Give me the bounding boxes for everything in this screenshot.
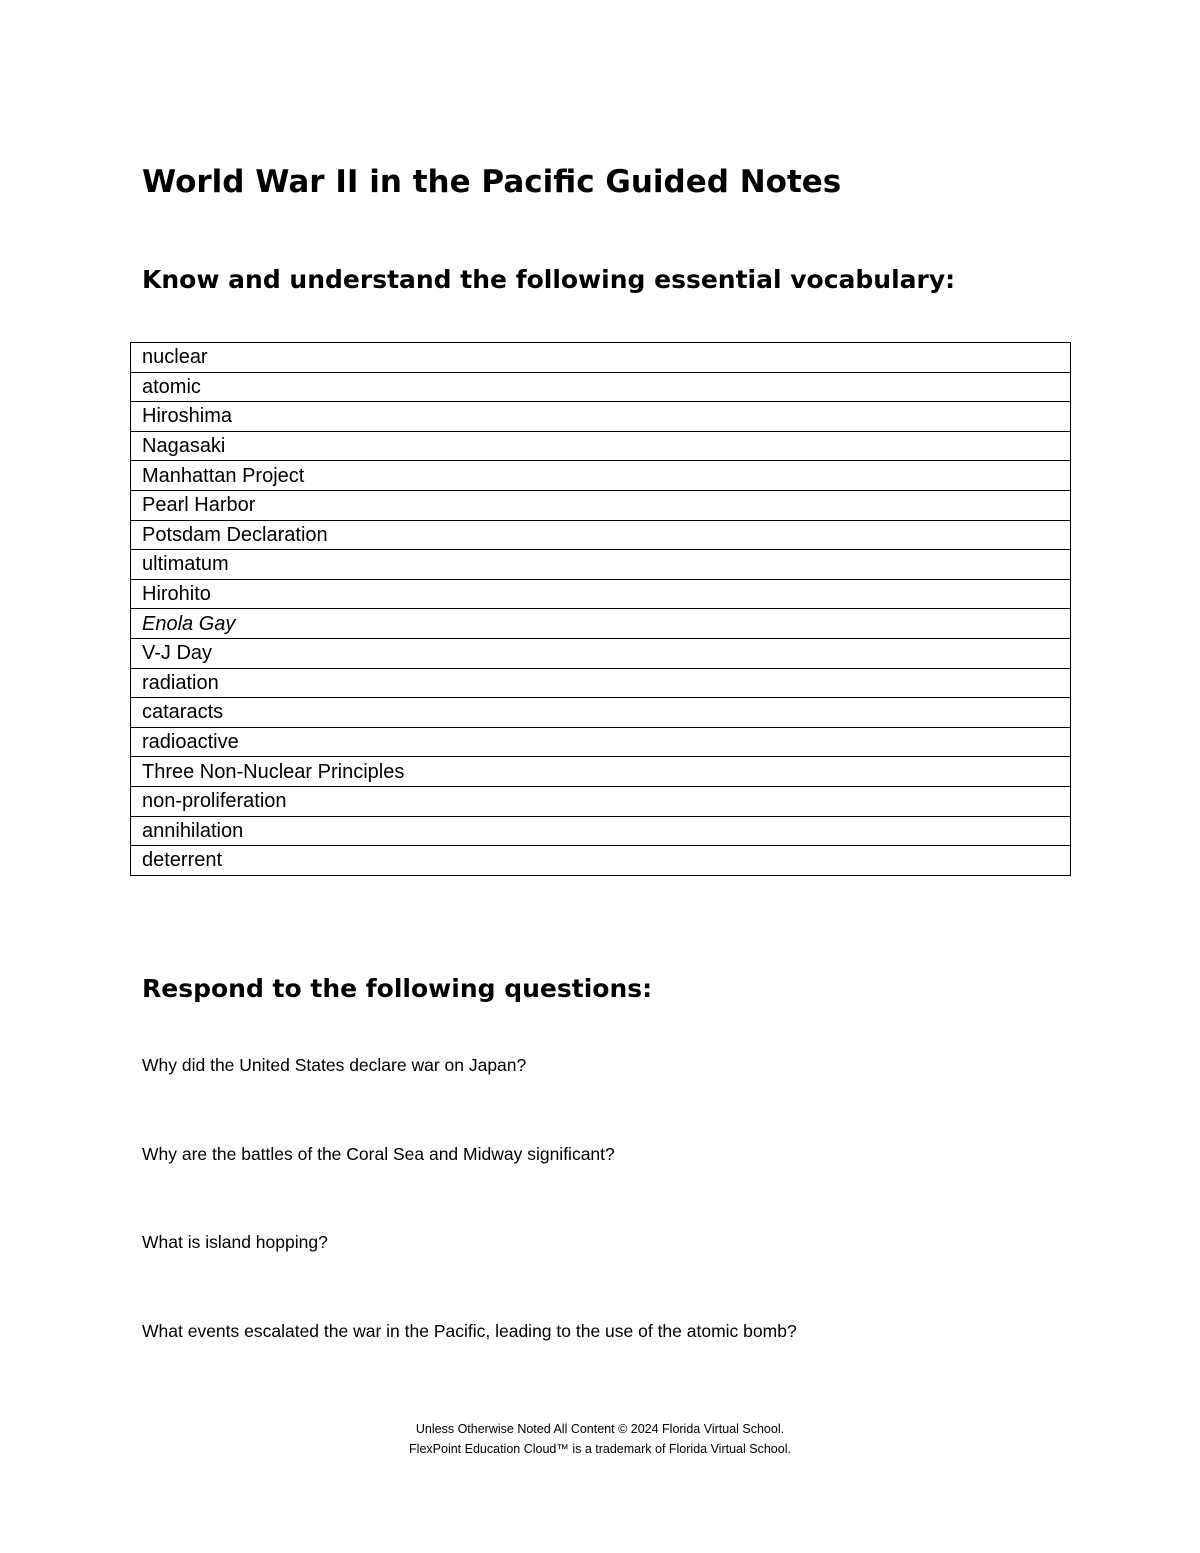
vocabulary-term: deterrent bbox=[131, 846, 1071, 876]
table-row bbox=[131, 609, 1071, 639]
question-3: What is island hopping? bbox=[142, 1232, 328, 1252]
table-row bbox=[131, 579, 1071, 609]
vocabulary-term: Hiroshima bbox=[131, 402, 1071, 432]
table-row bbox=[131, 638, 1071, 668]
page-title: World War II in the Pacific Guided Notes bbox=[142, 164, 842, 200]
table-row bbox=[131, 490, 1071, 520]
vocabulary-term: V-J Day bbox=[131, 638, 1071, 668]
table-row bbox=[131, 698, 1071, 728]
vocabulary-table bbox=[130, 342, 1071, 876]
table-row bbox=[131, 550, 1071, 580]
vocabulary-term: radiation bbox=[131, 668, 1071, 698]
vocabulary-heading: Know and understand the following essential vocabulary: bbox=[142, 265, 956, 294]
vocabulary-term: nuclear bbox=[131, 343, 1071, 373]
copyright-notice: Unless Otherwise Noted All Content © 2024 Florida Virtual School. bbox=[415, 1422, 785, 1436]
vocabulary-term: annihilation bbox=[131, 816, 1071, 846]
vocabulary-term: Hirohito bbox=[131, 579, 1071, 609]
table-row bbox=[131, 846, 1071, 876]
question-1: Why did the United States declare war on Japan? bbox=[142, 1055, 527, 1075]
page-footer bbox=[0, 1419, 1200, 1459]
vocabulary-term: atomic bbox=[131, 372, 1071, 402]
vocabulary-term: radioactive bbox=[131, 727, 1071, 757]
vocabulary-term: cataracts bbox=[131, 698, 1071, 728]
vocabulary-term: Three Non-Nuclear Principles bbox=[131, 757, 1071, 787]
table-row bbox=[131, 816, 1071, 846]
vocabulary-term: non-proliferation bbox=[131, 786, 1071, 816]
table-row bbox=[131, 372, 1071, 402]
trademark-notice: FlexPoint Education Cloud™ is a trademark of Florida Virtual School. bbox=[409, 1442, 791, 1456]
table-row bbox=[131, 520, 1071, 550]
questions-heading: Respond to the following questions: bbox=[142, 974, 653, 1003]
table-row bbox=[131, 343, 1071, 373]
table-row bbox=[131, 402, 1071, 432]
vocabulary-term: Potsdam Declaration bbox=[131, 520, 1071, 550]
vocabulary-term: Nagasaki bbox=[131, 431, 1071, 461]
table-row bbox=[131, 431, 1071, 461]
question-2: Why are the battles of the Coral Sea and Midway significant? bbox=[142, 1144, 615, 1164]
table-row bbox=[131, 727, 1071, 757]
vocabulary-term: ultimatum bbox=[131, 550, 1071, 580]
table-row bbox=[131, 461, 1071, 491]
vocabulary-term: Pearl Harbor bbox=[131, 490, 1071, 520]
table-row bbox=[131, 757, 1071, 787]
vocabulary-term: Manhattan Project bbox=[131, 461, 1071, 491]
table-row bbox=[131, 786, 1071, 816]
table-row bbox=[131, 668, 1071, 698]
vocabulary-term: Enola Gay bbox=[131, 609, 1071, 639]
question-4: What events escalated the war in the Pacific, leading to the use of the atomic bomb? bbox=[142, 1321, 797, 1341]
